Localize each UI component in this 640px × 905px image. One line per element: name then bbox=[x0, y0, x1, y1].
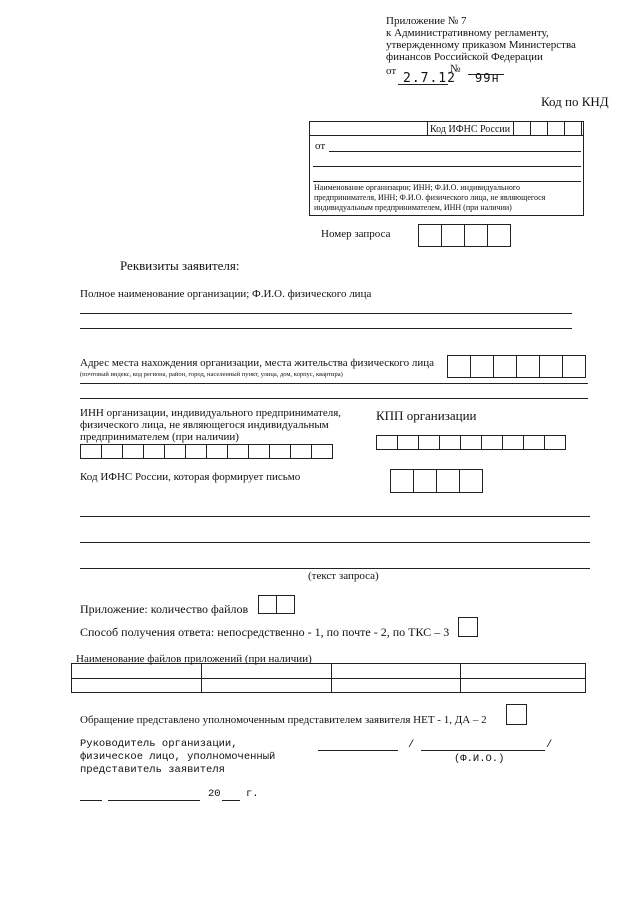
ifns-code-label: Код ИФНС России bbox=[430, 124, 511, 135]
address-label: Адрес места нахождения организации, места жительства физического лица bbox=[80, 357, 435, 369]
full-name-label: Полное наименование организации; Ф.И.О. физического лица bbox=[80, 288, 372, 300]
request-text-line[interactable] bbox=[80, 568, 590, 569]
date-month-line[interactable] bbox=[108, 800, 200, 801]
full-name-line[interactable] bbox=[80, 313, 572, 314]
inn-cells[interactable] bbox=[80, 444, 333, 459]
date-year-prefix: 20 bbox=[208, 788, 221, 800]
header-line: к Административному регламенту, bbox=[386, 27, 549, 39]
address-line[interactable] bbox=[80, 398, 588, 399]
requisites-title: Реквизиты заявителя: bbox=[120, 258, 240, 273]
ifns-from-label: от bbox=[315, 140, 326, 152]
response-method-label: Способ получения ответа: непосредственно - 1, по почте - 2, по ТКС – 3 bbox=[80, 625, 450, 639]
header-line: финансов Российской Федерации bbox=[386, 51, 543, 63]
date-year-suffix: г. bbox=[246, 788, 259, 800]
fio-caption: (Ф.И.О.) bbox=[454, 753, 505, 765]
ifns-code-cells[interactable] bbox=[513, 121, 582, 136]
address-line[interactable] bbox=[80, 383, 588, 384]
response-method-cell[interactable] bbox=[458, 617, 478, 637]
inn-label: ИНН организации, индивидуального предпринимателя, физического лица, не являющегося индивидуальным предпринимателем (при наличии) bbox=[80, 407, 342, 443]
address-hint: (почтовый индекс, код региона, район, город, населенный пункт, улица, дом, корпус, квартира) bbox=[80, 371, 343, 378]
signature-slash: / bbox=[408, 739, 415, 751]
header-line: Приложение № 7 bbox=[386, 15, 467, 27]
header-date-value: 2.7.12 bbox=[403, 71, 456, 86]
postal-code-cells[interactable] bbox=[447, 355, 586, 378]
ifns-letter-label: Код ИФНС России, которая формирует письмо bbox=[80, 471, 301, 483]
request-text-line[interactable] bbox=[80, 542, 590, 543]
attachment-count-cells[interactable] bbox=[258, 595, 295, 614]
attachment-names-label: Наименование файлов приложений (при наличии) bbox=[76, 653, 312, 665]
ifns-letter-cells[interactable] bbox=[390, 469, 483, 493]
attachment-label: Приложение: количество файлов bbox=[80, 602, 249, 616]
request-text-line[interactable] bbox=[80, 516, 590, 517]
representative-label: Обращение представлено уполномоченным представителем заявителя НЕТ - 1, ДА – 2 bbox=[80, 714, 487, 726]
full-name-line[interactable] bbox=[80, 328, 572, 329]
header-number-value: 99н bbox=[475, 71, 500, 85]
ifns-from-line[interactable] bbox=[329, 151, 581, 152]
header-number-label: № bbox=[450, 63, 461, 75]
signature-line[interactable] bbox=[318, 750, 398, 751]
signature-slash: / bbox=[546, 739, 553, 751]
fio-line[interactable] bbox=[421, 750, 545, 751]
header-block bbox=[386, 15, 576, 63]
date-year-line[interactable] bbox=[222, 800, 240, 801]
request-number-label: Номер запроса bbox=[321, 228, 391, 240]
kpp-label: КПП организации bbox=[376, 408, 477, 423]
request-text-caption: (текст запроса) bbox=[308, 570, 379, 582]
signature-title: Руководитель организации, физическое лицо, уполномоченный представитель заявителя bbox=[80, 738, 276, 776]
representative-cell[interactable] bbox=[506, 704, 527, 725]
knd-label: Код по КНД bbox=[541, 94, 609, 109]
ifns-caption: Наименование организации; ИНН; Ф.И.О. индивидуального предпринимателя, ИНН; Ф.И.О. физического лица, не являющегося индивидуальным предпринимателем, ИНН (при наличии) bbox=[314, 183, 546, 212]
header-from-label: от bbox=[386, 65, 397, 77]
kpp-cells[interactable] bbox=[376, 435, 566, 450]
request-number-cells[interactable] bbox=[418, 224, 511, 247]
header-line: утвержденному приказом Министерства bbox=[386, 39, 576, 51]
date-day-line[interactable] bbox=[80, 800, 102, 801]
